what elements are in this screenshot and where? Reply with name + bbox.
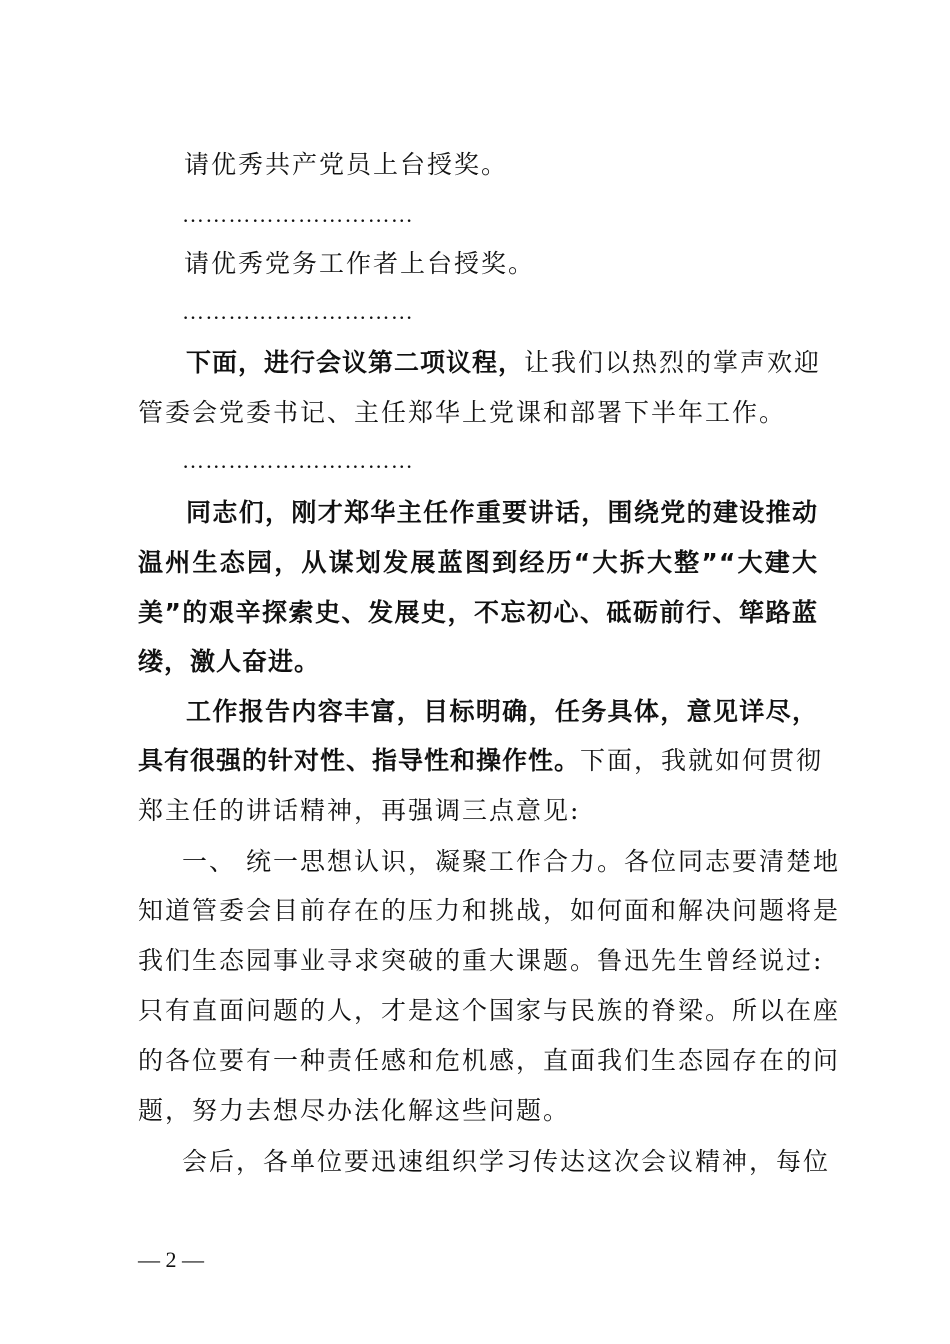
text-line: 知道管委会目前存在的压力和挑战，如何面和解决问题将是 (138, 896, 841, 925)
text-line: 请优秀共产党员上台授奖。 (184, 150, 509, 179)
ellipsis-line: ………………………… (182, 202, 414, 227)
page-number: — 2 — (138, 1247, 204, 1272)
ellipsis-line: ………………………… (182, 448, 414, 473)
paragraph-line (138, 744, 824, 778)
text-line: 请优秀党务工作者上台授奖。 (184, 249, 536, 278)
text-line: 美”的艰辛探索史、发展史，不忘初心、砥砺前行、筚路蓝 (138, 598, 818, 627)
text-line: 我们生态园事业寻求突破的重大课题。鲁迅先生曾经说过: (138, 946, 824, 975)
text-line: 温州生态园，从谋划发展蓝图到经历“大拆大整”“大建大 (138, 548, 818, 577)
text-line: 只有直面问题的人，才是这个国家与民族的脊梁。所以在座 (138, 996, 841, 1025)
text-line: 题，努力去想尽办法化解这些问题。 (138, 1096, 571, 1125)
bold-phrase: 具有很强的针对性、指导性和操作性。 (138, 746, 581, 775)
bold-phrase: 下面，进行会议第二项议程， (186, 348, 525, 377)
text-span: 下面，我就如何贯彻 (580, 746, 824, 775)
text-span: 让我们以热烈的掌声欢迎 (524, 348, 822, 377)
text-line: 的各位要有一种责任感和危机感，直面我们生态园存在的问 (138, 1046, 841, 1075)
text-line: 郑主任的讲话精神，再强调三点意见: (138, 796, 581, 825)
text-line: 同志们，刚才郑华主任作重要讲话，围绕党的建设推动 (186, 498, 818, 527)
text-line: 管委会党委书记、主任郑华上党课和部署下半年工作。 (138, 398, 787, 427)
text-line: 一、 统一思想认识，凝聚工作合力。各位同志要清楚地 (182, 847, 840, 876)
text-line: 缕，激人奋进。 (138, 647, 321, 676)
text-line: 工作报告内容丰富，目标明确，任务具体，意见详尽， (186, 697, 818, 726)
ellipsis-line: ………………………… (182, 299, 414, 324)
paragraph-line (186, 346, 822, 380)
text-line: 会后，各单位要迅速组织学习传达这次会议精神，每位 (182, 1147, 831, 1176)
